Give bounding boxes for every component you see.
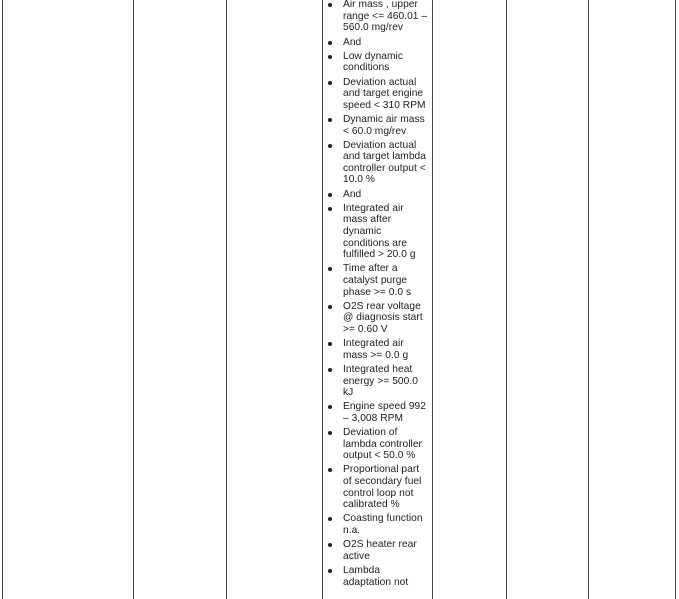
condition-item: And	[323, 189, 432, 201]
condition-item: Deviation actual and target lambda controller output < 10.0 %	[323, 140, 432, 186]
condition-item: Time after a catalyst purge phase >= 0.0 s	[323, 263, 432, 298]
monitor-table	[2, 0, 676, 599]
condition-item: And	[323, 37, 432, 49]
condition-item: Low dynamic conditions	[323, 51, 432, 74]
condition-item: Integrated air mass >= 0.0 g	[323, 338, 432, 361]
condition-item: Deviation actual and target engine speed < 310 RPM	[323, 77, 432, 112]
table-cell-col2	[134, 0, 227, 599]
enable-conditions-list	[323, 0, 432, 588]
condition-item: Coasting function n.a.	[323, 513, 432, 536]
condition-item: O2S heater rear active	[323, 539, 432, 562]
condition-item: Engine speed 992 – 3,008 RPM	[323, 401, 432, 424]
table-cell-col6	[507, 0, 589, 599]
condition-item: Integrated heat energy >= 500.0 kJ	[323, 364, 432, 399]
condition-item: Air mass , upper range <= 460.01 – 560.0 mg/rev	[323, 0, 432, 34]
table-cell-col5	[433, 0, 507, 599]
condition-item: Lambda adaptation not	[323, 565, 432, 588]
table-cell-col7	[589, 0, 676, 599]
condition-item: O2S rear voltage @ diagnosis start >= 0.60 V	[323, 301, 432, 336]
condition-item: Integrated air mass after dynamic conditions are fulfilled > 20.0 g	[323, 203, 432, 261]
condition-item: Dynamic air mass < 60.0 mg/rev	[323, 114, 432, 137]
enable-conditions-cell	[323, 0, 433, 599]
condition-item: Proportional part of secondary fuel control loop not calibrated %	[323, 464, 432, 510]
condition-item: Deviation of lambda controller output < 50.0 %	[323, 427, 432, 462]
table-row	[3, 0, 676, 599]
table-cell-col1	[3, 0, 134, 599]
table-cell-col3	[227, 0, 323, 599]
